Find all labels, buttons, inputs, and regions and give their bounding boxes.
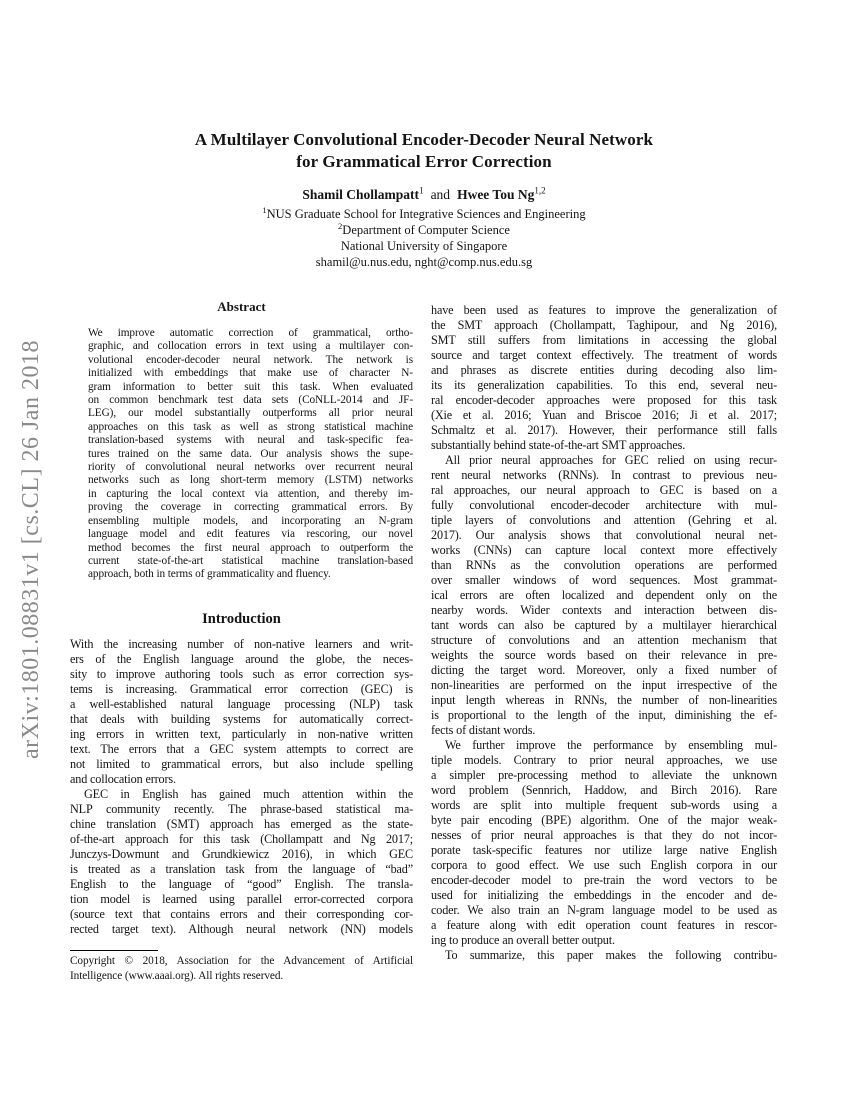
text-line: on common benchmark test data sets (CoNLL-2014 and JF- (88, 394, 413, 407)
text-line: ers of the English language around the globe, the neces- (70, 652, 413, 666)
text-line: that deals with building systems for automatically correct- (70, 712, 413, 726)
text-line: words are split into multiple frequent sub-words using a (431, 798, 777, 812)
affiliation-2 (70, 222, 778, 238)
text-line: tiple models. Contrary to prior neural approaches, we use (431, 753, 777, 767)
text-line: language model and edit features via rescoring, our novel (88, 528, 413, 541)
text-line: ing to produce an overall better output. (431, 933, 615, 947)
text-line: (Xie et al. 2016; Yuan and Briscoe 2016; Ji et al. 2017; (431, 408, 777, 422)
text-line: With the increasing number of non-native learners and writ- (70, 637, 413, 651)
authors-separator: and (430, 187, 451, 202)
abstract-heading: Abstract (217, 299, 266, 314)
right-paragraph-1 (431, 303, 777, 453)
text-line: tant words can also be captured by a multilayer hierarchical (431, 618, 777, 632)
text-line: approaches on this task as well as strong statistical machine (88, 420, 413, 433)
text-line: tures trained on the same data. Our analysis shows the supe- (88, 447, 413, 460)
author-superscript-2: 1,2 (534, 185, 546, 196)
text-line: GEC in English has gained much attention within the (84, 787, 413, 801)
affiliation-3-text: National University of Singapore (340, 239, 508, 253)
text-line: used for initializing the embeddings in the encoder and de- (431, 888, 777, 902)
text-line: over smaller windows of word sequences. Most grammat- (431, 573, 777, 587)
text-line: fully convolutional encoder-decoder architecture with mul- (431, 498, 777, 512)
author-superscript-1: 1 (419, 185, 424, 196)
text-line: ral approaches, our neural approach to GEC is based on a (431, 483, 777, 497)
text-line: not limited to grammatical errors, but also include spelling (70, 757, 413, 771)
text-line: (source text that contains errors and their corresponding cor- (70, 907, 413, 921)
text-line: All prior neural approaches for GEC relied on using recur- (445, 453, 777, 467)
email-line: shamil@u.nus.edu, nght@comp.nus.edu.sg (315, 255, 533, 269)
text-line: the SMT approach (Chollampatt, Taghipour, and Ng 2016), (431, 318, 777, 332)
text-line: substantially behind state-of-the-art SMT approaches. (431, 438, 686, 452)
text-line: Intelligence (www.aaai.org). All rights reserved. (70, 970, 284, 982)
text-line: proving the coverage in correcting grammatical errors. By (88, 501, 413, 514)
intro-paragraph-2 (70, 787, 413, 937)
text-line: and collocation errors. (70, 772, 176, 786)
text-line: porate task-specific features nor utilize large native English (431, 843, 777, 857)
text-line: a feature along with edit operation count features in rescor- (431, 918, 777, 932)
text-line: a simpler pre-processing method to alleviate the unknown (431, 768, 777, 782)
text-line: source and target context effectively. The treatment of words (431, 348, 777, 362)
abstract-text (88, 327, 413, 582)
text-line: non-linearities are performed on the input irrespective of the (431, 678, 777, 692)
text-line: chine translation (SMT) approach has emerged as the state- (70, 817, 413, 831)
text-line: ical errors are often localized and dependent only on the (431, 588, 777, 602)
text-line: Junczys-Dowmunt and Grundkiewicz 2016), in which GEC (70, 847, 413, 861)
text-line: Copyright © 2018, Association for the Advancement of Artificial (70, 955, 413, 967)
text-line: word problem (Sennrich, Haddow, and Birch 2016). Rare (431, 783, 777, 797)
text-line: rected target text). Although neural network (NN) models (70, 922, 413, 936)
text-line: graphic, and collocation errors in text using a multilayer con- (88, 340, 413, 353)
affiliations-block (70, 206, 778, 270)
text-line: gram information to better suit this task. When evaluated (88, 380, 413, 393)
text-line: text. The errors that a GEC system attempts to correct are (70, 742, 413, 756)
right-paragraph-3 (431, 738, 777, 948)
paper-title-line-2: for Grammatical Error Correction (296, 152, 552, 171)
text-line: ral encoder-decoder approaches were proposed for this task (431, 393, 777, 407)
author-name-1: Shamil Chollampatt (302, 187, 420, 202)
text-line: is treated as a translation task from the language of “bad” (70, 862, 413, 876)
text-line: coder. We also train an N-gram language model to be used as (431, 903, 777, 917)
affiliation-1-text: NUS Graduate School for Integrative Sciences and Engineering (266, 207, 586, 221)
right-paragraph-2 (431, 453, 777, 738)
text-line: Schmaltz et al. 2017). However, their performance still falls (431, 423, 777, 437)
paper-title-line-1: A Multilayer Convolutional Encoder-Decoder Neural Network (194, 130, 654, 149)
text-line: We improve automatic correction of grammatical, ortho- (88, 327, 413, 339)
affiliation-1 (70, 206, 778, 222)
text-line: structure of convolutions and an attention mechanism that (431, 633, 777, 647)
text-line: rent neural networks (RNNs). In contrast to previous neu- (431, 468, 777, 482)
right-paragraph-4 (431, 948, 777, 963)
text-line: LEG), our model substantially outperforms all prior neural (88, 407, 413, 420)
text-line: is proportional to the length of the input, diminishing the ef- (431, 708, 777, 722)
text-line: riority of convolutional neural networks over recurrent neural (88, 461, 413, 474)
intro-paragraph-1 (70, 637, 413, 787)
paper-header (70, 129, 778, 270)
text-line: ensembling multiple models, and incorporating an N-gram (88, 514, 413, 527)
text-line: nesses of prior neural approaches is that they do not incor- (431, 828, 777, 842)
section-heading-introduction: Introduction (202, 611, 281, 627)
text-line: its its generalization capabilities. To this end, several neu- (431, 378, 777, 392)
text-line: dicting the target word. Moreover, only a fixed number of (431, 663, 777, 677)
text-line: initialized with embeddings that make use of character N- (88, 367, 413, 380)
text-line: We further improve the performance by ensembling mul- (445, 738, 777, 752)
text-line: in capturing the local context via attention, and thereby im- (88, 487, 413, 500)
text-line: input length whereas in RNNs, the number of non-linearities (431, 693, 777, 707)
text-line: sity to improve authoring tools such as error correction sys- (70, 667, 413, 681)
arxiv-stamp: arXiv:1801.08831v1 [cs.CL] 26 Jan 2018 (18, 340, 44, 760)
affiliation-2-text: Department of Computer Science (342, 223, 510, 237)
text-line: works (CNNs) can capture local context more effectively (431, 543, 777, 557)
text-line: a well-established natural language processing (NLP) task (70, 697, 413, 711)
text-line: and phrases as discrete entities during decoding also lim- (431, 363, 777, 377)
affiliation-3 (70, 238, 778, 254)
text-line: have been used as features to improve the generalization of (431, 303, 777, 317)
affiliation-2-superscript: 2 (338, 220, 343, 231)
text-line: To summarize, this paper makes the following contribu- (445, 948, 777, 962)
text-line: NLP community recently. The phrase-based statistical ma- (70, 802, 413, 816)
text-line: tiple layers of convolutions and attention (Gehring et al. (431, 513, 777, 527)
right-column (431, 303, 777, 963)
affiliation-1-superscript: 1 (262, 204, 267, 215)
text-line: translation-based systems with neural and task-specific fea- (88, 434, 413, 447)
text-line: nearby words. Wider contexts and interaction between dis- (431, 603, 777, 617)
text-line: of-the-art approach for this task (Chollampatt and Ng 2017; (70, 832, 413, 846)
authors-line (70, 186, 778, 203)
text-line: ing errors in written text, particularly in non-native written (70, 727, 413, 741)
text-line: volutional encoder-decoder neural network. The network is (88, 353, 413, 366)
text-line: tems is increasing. Grammatical error correction (GEC) is (70, 682, 413, 696)
text-line: weights the source words based on their relevance in pre- (431, 648, 777, 662)
text-line: English to the language of “good” English. The transla- (70, 877, 413, 891)
text-line: byte pair encoding (BPE) algorithm. One of the major weak- (431, 813, 777, 827)
footnote-text (70, 954, 413, 984)
text-line: than RNNs as the convolution operations are performed (431, 558, 777, 572)
introduction-body (70, 637, 413, 937)
text-line: fects of distant words. (431, 723, 536, 737)
text-line: encoder-decoder model to pre-train the word vectors to be (431, 873, 777, 887)
text-line: 2017). Our analysis shows that convolutional neural net- (431, 528, 777, 542)
text-line: networks such as long short-term memory (LSTM) networks (88, 474, 413, 487)
text-line: tion model is learned using parallel error-corrected corpora (70, 892, 413, 906)
text-line: SMT still suffers from limitations in accessing the global (431, 333, 777, 347)
text-line: approach, both in terms of grammaticality and fluency. (88, 568, 331, 581)
text-line: method becomes the first neural approach to outperform the (88, 541, 413, 554)
footnote-rule (70, 950, 158, 951)
author-name-2: Hwee Tou Ng (457, 187, 535, 202)
text-line: current state-of-the-art statistical machine translation-based (88, 554, 413, 567)
text-line: corpora to good effect. We use such English corpora in our (431, 858, 777, 872)
